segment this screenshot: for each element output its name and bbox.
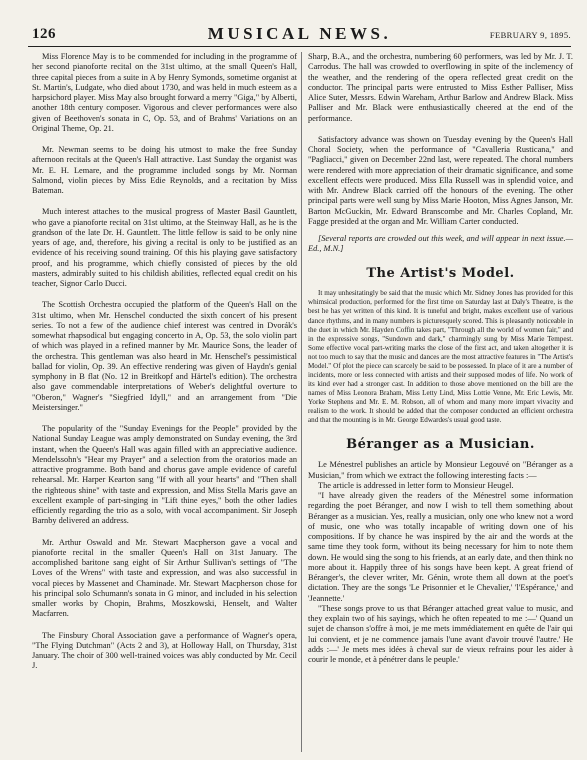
right-column [308, 52, 573, 665]
heading-beranger-text: Béranger as a Musician. [346, 436, 535, 452]
paragraph-beranger-intro: Le Ménestrel publishes an article by Monsieur Legouvé on "Béranger as a Musician," from which we extract the following interesting facts :— [308, 460, 573, 480]
page-header [28, 20, 571, 44]
heading-artists-model [308, 265, 573, 283]
heading-artists-model-text: The Artist's Model. [366, 265, 515, 281]
issue-date: FEBRUARY 9, 1895. [489, 30, 571, 40]
paragraph-beranger-sayings: "These songs prove to us that Béranger attached great value to music, and they explain two of his sayings, which he often repeated to me :—' Quand un sujet de chanson s'offre à moi, je me mets immédiatement en quête de l'air qui lui convient, et je ne commence jamais l'une avant d'avoir trouvé l'autre.' He adds :—' Je mets mes idées à cheval sur de vieux refrains pour les aider à courir le monde, et à pénétrer dans le peuple.' [308, 603, 573, 665]
paragraph-beranger-letter: The article is addressed in letter form to Monsieur Heugel. [318, 480, 514, 490]
page-number: 126 [32, 26, 56, 42]
paragraph-florence-may: Miss Florence May is to be commended for including in the programme of her second pianoforte recital on the 31st ultimo, at the small Queen's Hall, three capital pieces from a suite in A by Henry Symonds, sometime organist at St. Martin's, Ludgate, who died about 1730, and was held in much esteem as a harpsichord player. Miss May also brought forward a merry "Giga," by Alberti, another 18th century composer. Vigorous and clever performances were also given of Beethoven's sonata in C, Op. 53, and of Brahms' Variations on an Original Theme, Op. 21. [32, 52, 297, 133]
paragraph-oswald-macpherson: Mr. Arthur Oswald and Mr. Stewart Macpherson gave a vocal and pianoforte recital in the smaller Queen's Hall on 31st January. The accomplished baritone sang eight of Sir Arthur Sullivan's settings of "The Loves of the Wrens" with taste and expression, and was also successful in vocal pieces by Massenet and Chaminade. Mr. Stewart Macpherson chose for his principal solo Schumann's sonata in G minor, and included in his selection smaller works by Chopin, Brahms, Moszkowski, Henselt, and Walter Macfarren. [32, 537, 297, 619]
paragraph-artists-model: It may unhesitatingly be said that the music which Mr. Sidney Jones has provided for this whimsical production, performed for the first time on Saturday last at Daly's Theatre, is the best he has yet written of this kind. It is tuneful and bright, makes excellent use of various dance rhythms, and in many numbers is picturesquely scored. This is pleasantly noticeable in the duet in which Mr. Hayden Coffin takes part, "Through all the world of women fair," and in the expressive songs, "Sundown and dark," charmingly sung by Miss Marie Tempest. Some effective vocal part-writing marks the close of the first act, and taken altogether it is not too much to say that the music and dances are the most attractive features in "The Artist's Model." Of plot the piece can scarcely be said to be possessed. In place of it are a number of incidents, more or less connected with artists and their supposed modes of life. No work of its kind ever had a stronger cast. In addition to those above mentioned on the bill are the names of Miss Leonora Braham, Miss Letty Lind, Miss Lottie Venne, Mr. Eric Lewis, Mr. Yorke Stephens and Mr. E. M. Robson, all of whom and many more impart vivacity and realism to the work. It should be added that the composer conducted an efficient orchestra and that the mounting is in Mr. George Edwardes's usual good taste. [308, 289, 573, 425]
header-rule [28, 46, 571, 47]
paragraph-scottish-orchestra: The Scottish Orchestra occupied the platform of the Queen's Hall on the 31st ultimo, when Mr. Henschel conducted the sixth concert of his present series. To not a few of the audience chief interest was centred in Dvorák's somewhat rhapsodical but engaging concerto in A, Op. 53, the solo violin part of which was played in a refined manner by Mr. Maurice Sons, the leader of the orchestra. This gentleman was also heard in Mr. Henschel's pessimistical ballad for violin, Op. 39. An effective rendering was given of Haydn's genial symphony in B flat (No. 12 in Breitkopf and Härtel's edition). The orchestra also gave commendable interpretations of Weber's delightful overture to "Oberon," Wagner's "Siegfried Idyll," and an arrangement from "Die Meistersinger." [32, 300, 297, 412]
paragraph-finsbury-choral: The Finsbury Choral Association gave a performance of Wagner's opera, "The Flying Dutchman" (Acts 2 and 3), at Holloway Hall, on Thursday, 31st January. The choir of 300 well-trained voices was ably conducted by Mr. Cecil J. [32, 630, 297, 671]
heading-beranger [308, 436, 573, 454]
paragraph-sunday-evenings: The popularity of the "Sunday Evenings for the People" provided by the National Sunday League was amply demonstrated on Sunday evening, the 3rd instant, when the Queen's Hall was again filled with an appreciative audience. Mendelssohn's "Hear my Prayer" and a selection from the oratorios made an attractive programme. Both band and chorus gave ample evidence of careful rehearsal. Mr. Harper Kearton sang "If with all your hearts" and "Then shall the righteous shine" with taste and expression, and Miss Stella Maris gave an excellent example of part-singing in "Lift thine eyes," both the other ladies efficiently regarding the trio as a solo, with vocal accompaniment. Sir Joseph Barnby delivered an address. [32, 424, 297, 526]
paragraph-finsbury-continued: Sharp, B.A., and the orchestra, numbering 60 performers, was led by Mr. J. T. Carrodus. The hall was crowded to overflowing in spite of the inclemency of the weather, and the rendering of the opera reflected great credit on the conductor. The principal parts were entrusted to Miss Esther Palliser, Miss Alice Suter, Messrs. Edwin Wareham, Arthur Barlow and Andrew Black. Miss Palliser and Mr. Black were enthusiastically cheered at the end of the performance. [308, 52, 573, 123]
masthead-title: MUSICAL NEWS. [207, 24, 392, 43]
column-divider [301, 52, 302, 752]
left-column [32, 52, 297, 672]
paragraph-beranger-musician: "I have already given the readers of the Ménestrel some information regarding the poet Béranger, and now I wish to tell them something about Béranger as a musician. Yes, really a musician, only one who knew not a word of music, one who was totally incapable of writing down one of his compositions. If by chance he was inspired by the air and the words at the same time they took form, without its being necessary for him to note them down. He would sing the song to his friends, at an early date, and then think no more about it. Happily three of his songs have been kept. A great friend of Béranger's, the clever writer, Mr. Génin, wrote them all down at the poet's dictation. They are the songs 'Le Prisonnier et le Chevalier,' 'l'Espérance,' and 'Jeannette.' [308, 491, 573, 603]
paragraph-choral-society: Satisfactory advance was shown on Tuesday evening by the Queen's Hall Choral Society, when the performance of "Cavalleria Rusticana," and "Pagliacci," given on December 22nd last, were repeated. The choral numbers were rendered with more appreciation of their dramatic significance, and some excellent effects were produced. Miss Ella Russell was in splendid voice, and with Mr. Andrew Black carried off the honours of the evening. The other principal parts were well sung by Miss Marie Hooton, Miss Agnes Janson, Mr. Barton McGuckin, Mr. Edward Branscombe and Mr. Charles Copland, Mr. Fagge presided at the organ and Mr. William Carter conducted. [308, 134, 573, 226]
paragraph-basil-gauntlett: Much interest attaches to the musical progress of Master Basil Gauntlett, who gave a pianoforte recital on 31st ultimo, at the Steinway Hall, as he is the grandson of the late Dr. H. Gauntlett. The little fellow is said to be only nine years of age, and, therefore, his giving a recital is only to be justified as an evidence of his receiving sound training. Of this his playing gave satisfactory proof, and his programme, which chiefly consisted of pieces by the old masters, admirably suited to his childish abilities, reflected equal credit on his teacher, Signor Carlo Ducci. [32, 207, 297, 288]
paragraph-newman-recitals: Mr. Newman seems to be doing his utmost to make the free Sunday afternoon recitals at the Queen's Hall attractive. Last Sunday the organist was Mr. E. H. Lemare, and the programme included songs by Mr. Norman Salmond, violin pieces by Miss Edie Reynolds, and a recitation by Miss Bateman. [32, 145, 297, 195]
editor-note: [Several reports are crowded out this week, and will appear in next issue.—Ed., M.N.] [308, 234, 573, 254]
